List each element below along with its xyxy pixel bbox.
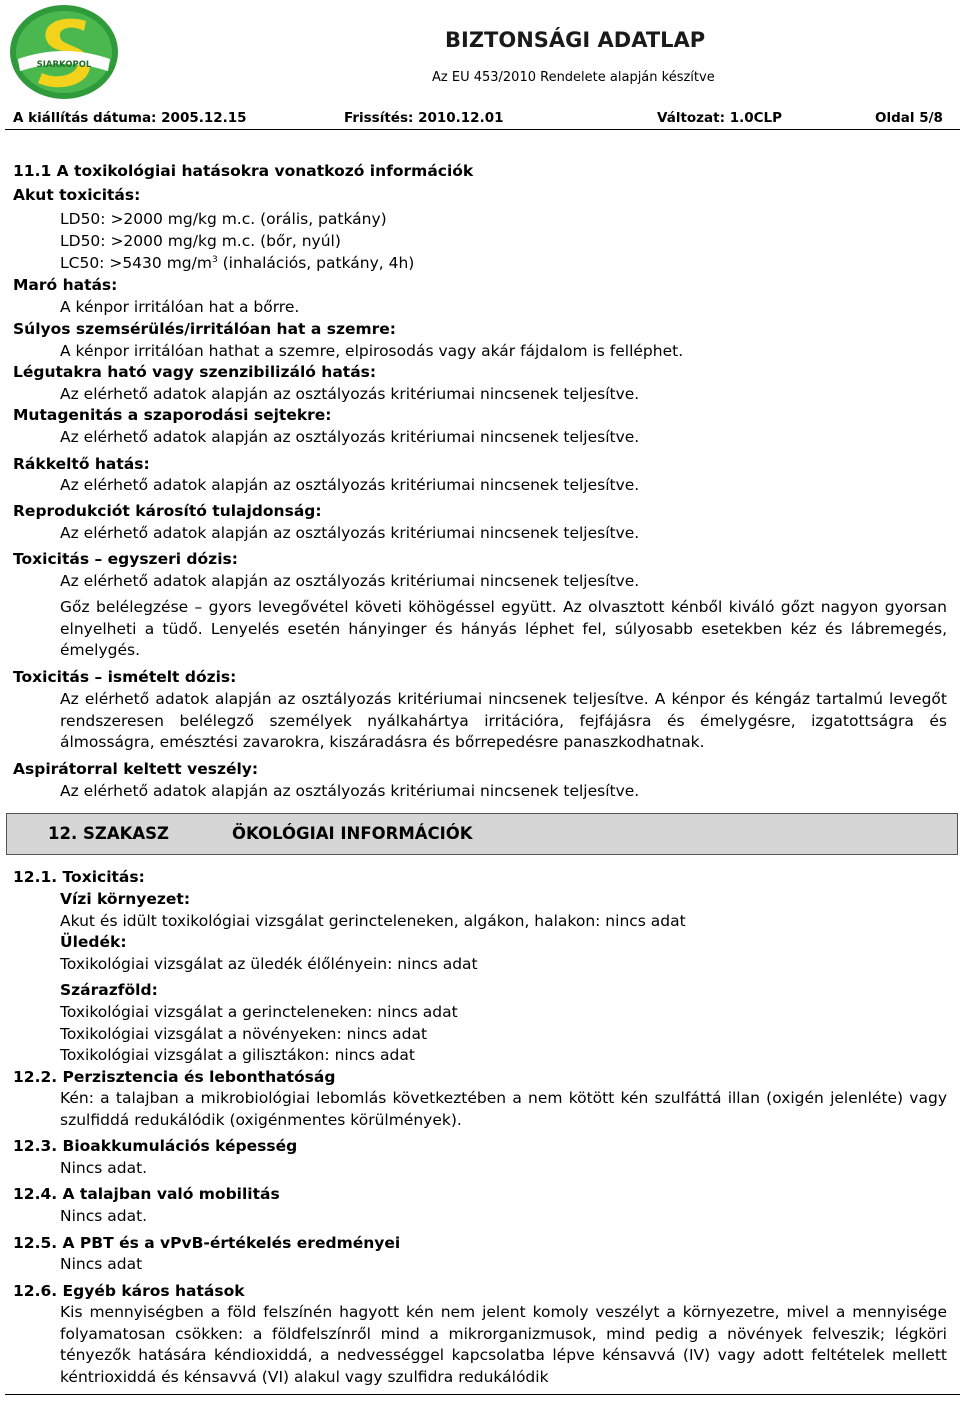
tox-heading: 11.1 A toxikológiai hatásokra vonatkozó információk — [13, 162, 474, 180]
issue-date: A kiállítás dátuma: 2005.12.15 — [13, 110, 247, 126]
water-label: Vízi környezet: — [60, 890, 191, 908]
company-logo — [8, 3, 120, 101]
logo-text: SIARKOPOL — [36, 60, 92, 70]
corrosive-text: A kénpor irritálóan hat a bőrre. — [60, 298, 300, 316]
s12-2-heading: 12.2. Perzisztencia és lebonthatóság — [13, 1068, 336, 1086]
water-text: Akut és idült toxikológiai vizsgálat gerincteleneken, algákon, halakon: nincs adat — [60, 912, 686, 930]
muta-label: Mutagenitás a szaporodási sejtekre: — [13, 406, 332, 424]
s12-3-text: Nincs adat. — [60, 1159, 148, 1177]
resp-label: Légutakra ható vagy szenzibilizáló hatás: — [13, 363, 377, 381]
s12-5-text: Nincs adat — [60, 1255, 143, 1273]
single-dose-label: Toxicitás – egyszeri dózis: — [13, 550, 238, 568]
carc-text: Az elérhető adatok alapján az osztályozás kritériumai nincsenek teljesítve. — [60, 476, 640, 494]
acute-label: Akut toxicitás: — [13, 186, 141, 204]
s12-2-text: Kén: a talajban a mikrobiológiai lebomlás következtében a nem kötött kén szulfáttá illan (oxigén jelenléte) vagy szulfiddá redukálódik (oxigénmentes körülmények). — [60, 1089, 947, 1129]
carc-label: Rákkeltő hatás: — [13, 455, 150, 473]
lc50-inhalation: LC50: >5430 $mg/m^3$ (inhalációs, patkány, 4h) — [60, 254, 415, 272]
corrosive-label: Maró hatás: — [13, 276, 118, 294]
s12-6-heading: 12.6. Egyéb káros hatások — [13, 1282, 245, 1300]
muta-text: Az elérhető adatok alapján az osztályozás kritériumai nincsenek teljesítve. — [60, 428, 640, 446]
land-label: Szárazföld: — [60, 981, 158, 999]
footer-rule — [5, 1394, 960, 1395]
land-text-2: Toxikológiai vizsgálat a növényeken: nincs adat — [60, 1025, 428, 1043]
page-number: Oldal 5/8 — [875, 110, 943, 126]
eye-text: A kénpor irritálóan hathat a szemre, elpirosodás vagy akár fájdalom is felléphet. — [60, 342, 684, 360]
s12-4-heading: 12.4. A talajban való mobilitás — [13, 1185, 280, 1203]
ld50-dermal: LD50: >2000 mg/kg m.c. (bőr, nyúl) — [60, 232, 341, 250]
repeat-dose-label: Toxicitás – ismételt dózis: — [13, 668, 237, 686]
version: Változat: 1.0CLP — [657, 110, 783, 126]
section-number: 12. SZAKASZ — [48, 824, 169, 843]
sediment-label: Üledék: — [60, 933, 127, 951]
land-text-3: Toxikológiai vizsgálat a gilisztákon: nincs adat — [60, 1046, 415, 1064]
resp-text: Az elérhető adatok alapján az osztályozás kritériumai nincsenek teljesítve. — [60, 385, 640, 403]
repeat-dose-paragraph: Az elérhető adatok alapján az osztályozás kritériumai nincsenek teljesítve. A kénpor és kéngáz tartalmú levegőt rendszeresen belélegző személyek nyálkahártya irritációra, fejfájásra és émelygésre, izgatottságra és álmosságra, emésztési zavarokra, kiszáradásra és bőrrepedésre panaszkodhatnak. — [60, 690, 947, 751]
land-text-1: Toxikológiai vizsgálat a gerincteleneken: nincs adat — [60, 1003, 458, 1021]
repro-text: Az elérhető adatok alapján az osztályozás kritériumai nincsenek teljesítve. — [60, 524, 640, 542]
header-rule — [5, 129, 960, 130]
aspiration-label: Aspirátorral keltett veszély: — [13, 760, 259, 778]
single-dose-text: Az elérhető adatok alapján az osztályozás kritériumai nincsenek teljesítve. — [60, 572, 640, 590]
section-12-header — [6, 813, 958, 855]
eye-label: Súlyos szemsérülés/irritálóan hat a szemre: — [13, 320, 396, 338]
update-date: Frissítés: 2010.12.01 — [344, 110, 504, 126]
s12-1-heading: 12.1. Toxicitás: — [13, 868, 145, 886]
document-subtitle: Az EU 453/2010 Rendelete alapján készítve — [432, 70, 715, 85]
aspiration-text: Az elérhető adatok alapján az osztályozás kritériumai nincsenek teljesítve. — [60, 782, 640, 800]
ld50-oral: LD50: >2000 mg/kg m.c. (orális, patkány) — [60, 210, 387, 228]
s12-6-text: Kis mennyiségben a föld felszínén hagyott kén nem jelent komoly veszélyt a környezetre, mivel a mennyisége folyamatosan csökken: a földfelszínről mind a mikrorganizmusok, mind pedig a növények felveszik; légköri tényezők hatására kéndioxiddá, a nedvességgel kapcsolatba lépve kénsavvá (IV) vagy adott feltételek mellett kéntrioxiddá és kénsavvá (VI) alakul vagy szulfidra redukálódik — [60, 1303, 947, 1386]
repro-label: Reprodukciót károsító tulajdonság: — [13, 502, 322, 520]
sediment-text: Toxikológiai vizsgálat az üledék élőlényein: nincs adat — [60, 955, 478, 973]
document-title: BIZTONSÁGI ADATLAP — [445, 28, 706, 52]
s12-3-heading: 12.3. Bioakkumulációs képesség — [13, 1137, 298, 1155]
section-title: ÖKOLÓGIAI INFORMÁCIÓK — [232, 824, 473, 843]
single-dose-paragraph: Gőz belélegzése – gyors levegővétel követi köhögéssel együtt. Az olvasztott kénből kiváló gőzt nagyon gyorsan elnyelheti a tüdő. Lenyelés esetén hányinger és hányás léphet fel, súlyosabb esetekben kéz és lábremegés, émelygés. — [60, 598, 947, 659]
s12-4-text: Nincs adat. — [60, 1207, 148, 1225]
s12-5-heading: 12.5. A PBT és a vPvB-értékelés eredményei — [13, 1234, 401, 1252]
